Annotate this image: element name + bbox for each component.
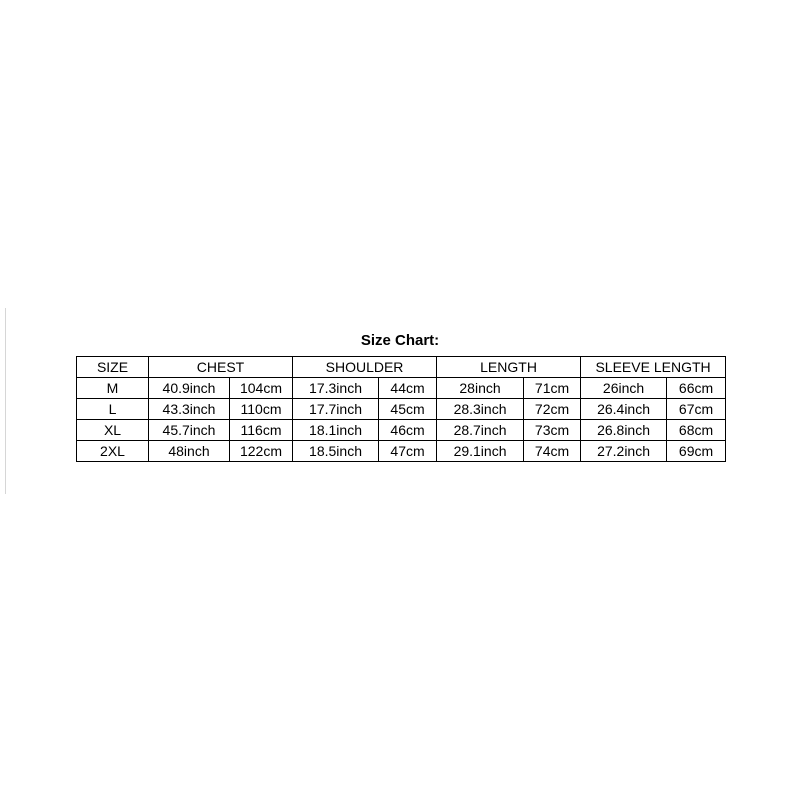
shoulder-cm-cell: 45cm — [379, 399, 437, 420]
length-cm-cell: 72cm — [524, 399, 581, 420]
size-cell: L — [77, 399, 149, 420]
size-chart-title: Size Chart: — [360, 332, 440, 349]
size-cell: M — [77, 378, 149, 399]
sleeve-cm-cell: 68cm — [667, 420, 726, 441]
shoulder-inch-cell: 18.5inch — [293, 441, 379, 462]
shoulder-inch-cell: 18.1inch — [293, 420, 379, 441]
size-chart-table — [76, 356, 726, 462]
size-cell: 2XL — [77, 441, 149, 462]
header-size: SIZE — [77, 357, 149, 378]
table-row — [77, 378, 726, 399]
length-inch-cell: 29.1inch — [437, 441, 524, 462]
chest-cm-cell: 122cm — [230, 441, 293, 462]
shoulder-cm-cell: 46cm — [379, 420, 437, 441]
length-cm-cell: 71cm — [524, 378, 581, 399]
length-cm-cell: 73cm — [524, 420, 581, 441]
chest-inch-cell: 40.9inch — [149, 378, 230, 399]
header-shoulder: SHOULDER — [293, 357, 437, 378]
sleeve-cm-cell: 66cm — [667, 378, 726, 399]
header-sleeve-length: SLEEVE LENGTH — [581, 357, 726, 378]
shoulder-inch-cell: 17.3inch — [293, 378, 379, 399]
header-chest: CHEST — [149, 357, 293, 378]
length-inch-cell: 28.3inch — [437, 399, 524, 420]
header-row — [77, 357, 726, 378]
chest-inch-cell: 48inch — [149, 441, 230, 462]
sleeve-inch-cell: 26inch — [581, 378, 667, 399]
length-inch-cell: 28.7inch — [437, 420, 524, 441]
size-cell: XL — [77, 420, 149, 441]
sleeve-inch-cell: 27.2inch — [581, 441, 667, 462]
chest-inch-cell: 43.3inch — [149, 399, 230, 420]
chest-inch-cell: 45.7inch — [149, 420, 230, 441]
sleeve-inch-cell: 26.8inch — [581, 420, 667, 441]
header-length: LENGTH — [437, 357, 581, 378]
chest-cm-cell: 116cm — [230, 420, 293, 441]
length-cm-cell: 74cm — [524, 441, 581, 462]
sleeve-inch-cell: 26.4inch — [581, 399, 667, 420]
sleeve-cm-cell: 67cm — [667, 399, 726, 420]
shoulder-inch-cell: 17.7inch — [293, 399, 379, 420]
shoulder-cm-cell: 44cm — [379, 378, 437, 399]
chest-cm-cell: 110cm — [230, 399, 293, 420]
table-row — [77, 420, 726, 441]
sleeve-cm-cell: 69cm — [667, 441, 726, 462]
chest-cm-cell: 104cm — [230, 378, 293, 399]
length-inch-cell: 28inch — [437, 378, 524, 399]
shoulder-cm-cell: 47cm — [379, 441, 437, 462]
table-row — [77, 441, 726, 462]
table-row — [77, 399, 726, 420]
